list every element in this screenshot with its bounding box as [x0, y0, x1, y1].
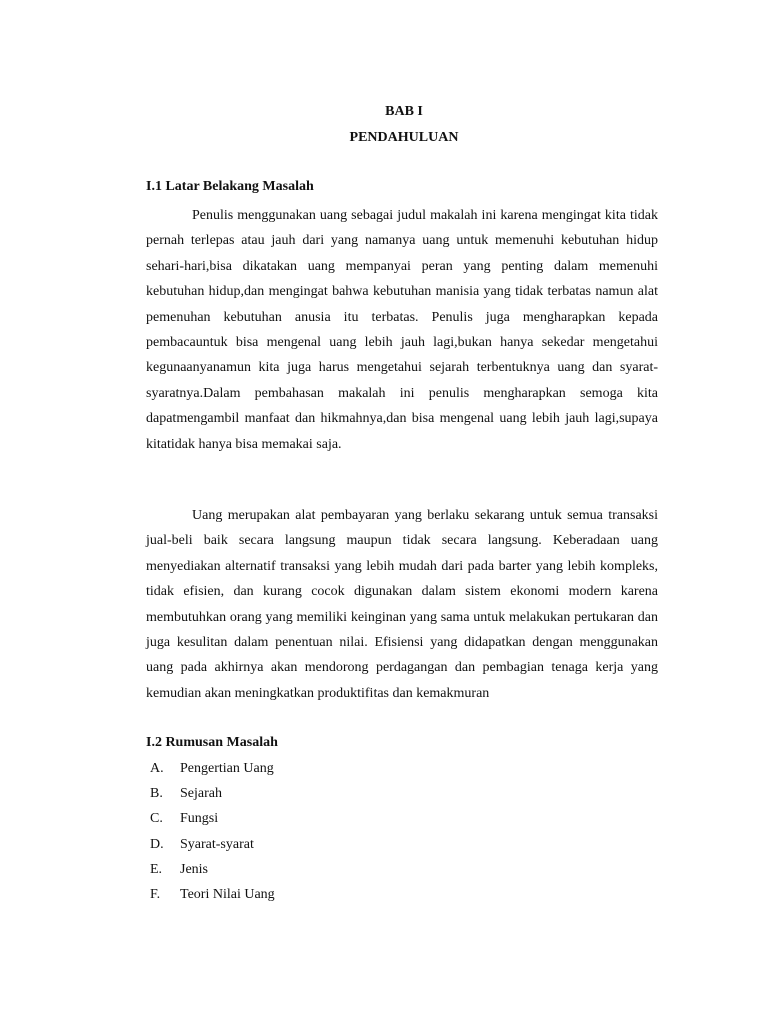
list-letter: B.	[150, 786, 163, 802]
chapter-number: BAB I	[385, 104, 423, 119]
list-item-text: Fungsi	[180, 811, 219, 827]
list-letter: E.	[150, 861, 163, 877]
paragraph-2	[146, 503, 658, 706]
list-item	[150, 806, 275, 831]
list-item-text: Jenis	[180, 861, 208, 877]
list-letter: A.	[150, 761, 164, 776]
list-item	[150, 882, 275, 907]
paragraph-1-text: Penulis menggunakan uang sebagai judul makalah ini karena mengingat kita tidak pernah terlepas atau jauh dari yang namanya uang untuk memenuhi kebutuhan hidup sehari-hari,bisa dikatakan uang mempanyai peran yang penting dalam memenuhi kebutuhan hidup,dan mengingat bahwa kebutuhan manisia yang tidak terbatas namun alat pemenuhan kebutuhan anusia itu terbatas. Penulis juga mengharapkan kepada pembacauntuk bisa mengenal uang lebih jauh lagi,bukan hanya sekedar mengetahui kegunaanyanamun kita juga harus mengetahui sejarah terbentuknya uang dan syarat-syaratnya.Dalam pembahasan makalah ini penulis mengharapkan semoga kita dapatmengambil manfaat dan hikmahnya,dan bisa mengenal uang lebih jauh lagi,supaya kitatidak hanya bisa memakai saja.	[146, 208, 658, 452]
list-item	[150, 857, 275, 882]
list-item-text: Pengertian Uang	[180, 761, 274, 776]
paragraph-1	[146, 203, 658, 457]
section-heading-latar-belakang: I.1 Latar Belakang Masalah	[146, 179, 314, 194]
list-item-text: Syarat-syarat	[180, 836, 254, 852]
list-item	[150, 781, 275, 806]
list-letter: C.	[150, 811, 163, 827]
section-heading-rumusan-masalah: I.2 Rumusan Masalah	[146, 735, 278, 750]
list-letter: D.	[150, 836, 164, 852]
list-item-text: Sejarah	[180, 786, 222, 802]
list-item	[150, 832, 275, 857]
chapter-title: PENDAHULUAN	[349, 130, 459, 145]
paragraph-2-text: Uang merupakan alat pembayaran yang berlaku sekarang untuk semua transaksi jual-beli baik secara langsung maupun tidak secara langsung. Keberadaan uang menyediakan alternatif transaksi yang lebih mudah dari pada barter yang lebih kompleks, tidak efisien, dan kurang cocok digunakan dalam sistem ekonomi modern karena membutuhkan orang yang memiliki keinginan yang sama untuk melakukan pertukaran dan juga kesulitan dalam penentuan nilai. Efisiensi yang didapatkan dengan menggunakan uang pada akhirnya akan mendorong perdagangan dan pembagian tenaga kerja yang kemudian akan meningkatkan produktifitas dan kemakmuran	[146, 508, 658, 701]
list-letter: F.	[150, 886, 161, 902]
list-item-text: Teori Nilai Uang	[180, 886, 275, 902]
list-item	[150, 756, 275, 781]
problem-list	[150, 756, 275, 907]
